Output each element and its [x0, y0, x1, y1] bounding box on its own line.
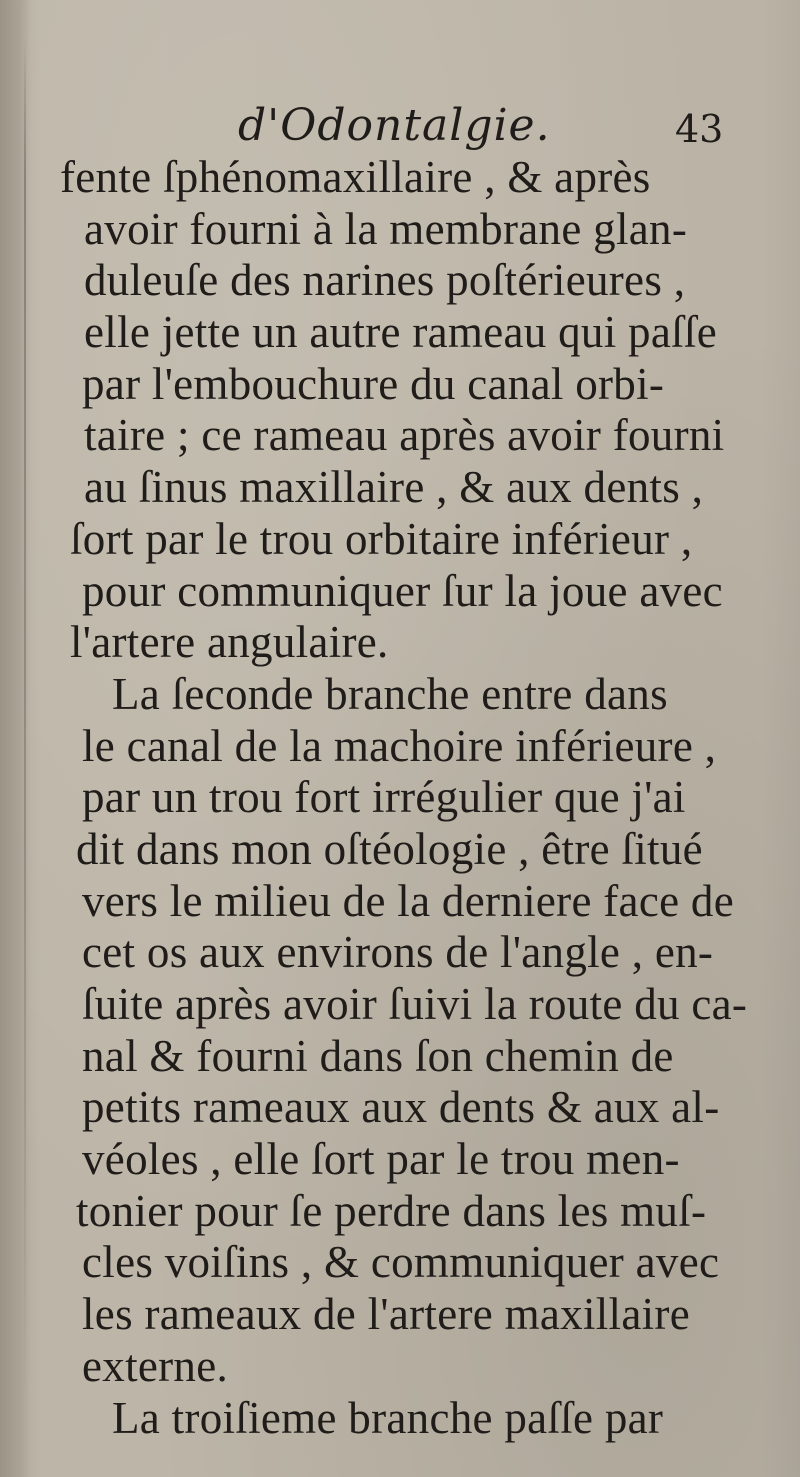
text-line: La ſeconde branche entre dans: [112, 668, 668, 719]
text-line: au ſinus maxillaire , & aux dents ,: [84, 462, 704, 513]
text-line: l'artere angulaire.: [70, 617, 389, 668]
text-line: taire ; ce rameau après avoir fourni: [84, 410, 725, 461]
page-header: [0, 100, 800, 160]
text-line: nal & fourni dans ſon chemin de: [82, 1030, 674, 1081]
text-line: elle jette un autre rameau qui paſſe: [84, 307, 717, 358]
text-line: par un trou fort irrégulier que j'ai: [82, 772, 686, 823]
text-line: pour communiquer ſur la joue avec: [82, 565, 723, 616]
text-line: ſuite après avoir ſuivi la route du ca-: [82, 979, 748, 1029]
text-line: ſort par le trou orbitaire inférieur ,: [70, 513, 693, 564]
text-line: vers le milieu de la derniere face de: [82, 875, 734, 926]
text-line: avoir fourni à la membrane glan-: [84, 203, 688, 254]
text-line: dit dans mon oſtéologie , être ſitué: [76, 823, 703, 874]
text-line: véoles , elle ſort par le trou men-: [82, 1134, 680, 1185]
text-line: tonier pour ſe perdre dans les muſ-: [76, 1185, 707, 1236]
text-line: petits rameaux aux dents & aux al-: [82, 1082, 720, 1133]
text-line: externe.: [82, 1340, 229, 1391]
text-line: les rameaux de l'artere maxillaire: [82, 1289, 690, 1340]
text-line: cet os aux environs de l'angle , en-: [82, 927, 714, 978]
text-line: cles voiſins , & communiquer avec: [82, 1237, 720, 1288]
text-line: duleuſe des narines poſtérieures ,: [84, 255, 686, 306]
running-title: d'Odontalgie.: [238, 100, 551, 151]
text-line: fente ſphénomaxillaire , & après: [60, 152, 651, 202]
text-line: La troiſieme branche paſſe par: [112, 1392, 664, 1443]
page-number: 43: [675, 107, 724, 151]
text-line: par l'embouchure du canal orbi-: [82, 358, 665, 409]
body-text: [60, 152, 780, 1444]
text-line: le canal de la machoire inférieure ,: [82, 720, 717, 771]
